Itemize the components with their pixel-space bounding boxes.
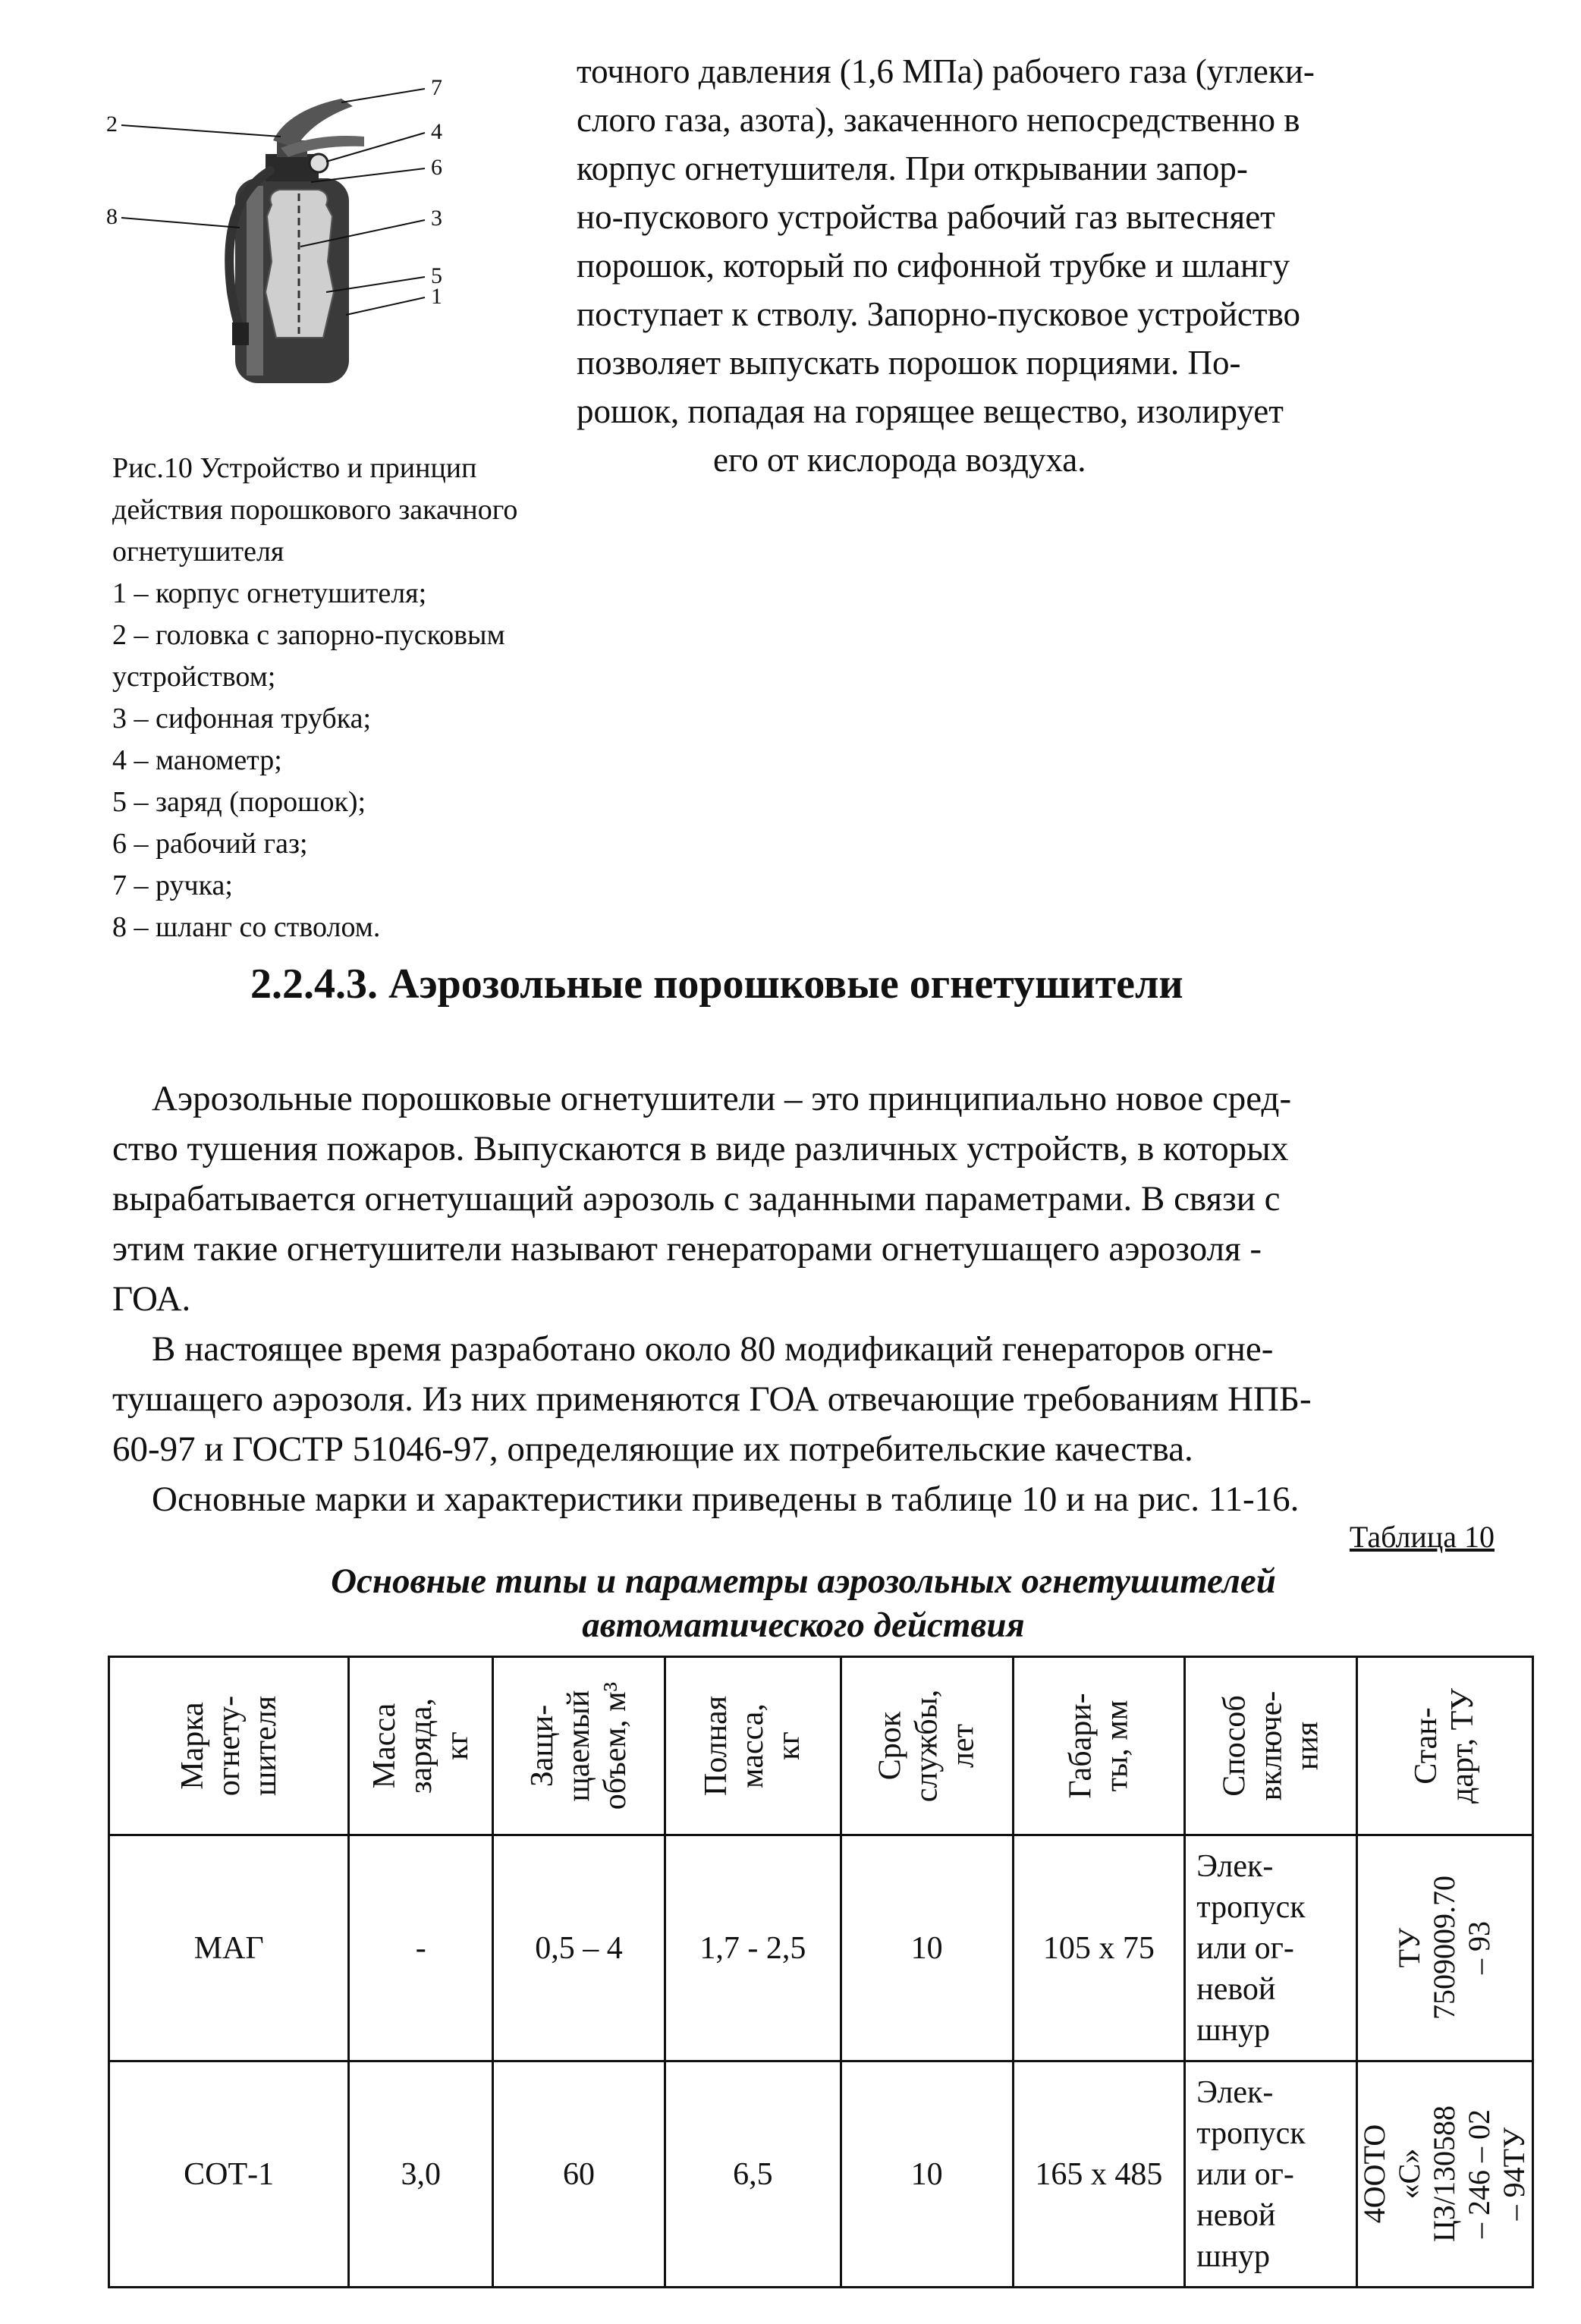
caption-item: 5 – заряд (порошок); [112,786,366,818]
caption-title-line: действия порошкового закачного [112,494,518,526]
caption-title-line: Рис.10 Устройство и принцип [112,452,477,484]
cell-volume: 60 [493,2061,665,2288]
table-title-line: Основные типы и параметры аэрозольных огнетушителей [331,1561,1276,1601]
paragraph-line: точного давления (1,6 МПа) рабочего газа (углеки- [577,52,1315,90]
paragraph-line: слого газа, азота), закаченного непосредственно в [577,101,1300,139]
figure-label-6: 6 [431,155,442,180]
header-charge-mass: Масса заряда, кг [349,1657,493,1835]
table-label: Таблица 10 [1349,1520,1495,1554]
table-row [109,1835,1533,2061]
caption-item: 6 – рабочий газ; [112,828,308,860]
header-brand: Марка огнету- шителя [109,1657,349,1835]
caption-item: 4 – манометр; [112,744,282,776]
paragraph-line: ство тушения пожаров. Выпускаются в виде различных устройств, в которых [112,1129,1289,1168]
figure-label-8: 8 [106,204,118,229]
header-activation: Способ включе- ния [1185,1657,1357,1835]
cell-standard: ТУ 7509009.70 – 93 [1356,1835,1532,2061]
paragraph-line: поступает к стволу. Запорно-пусковое устройство [577,295,1301,333]
paragraph-line: корпус огнетушителя. При открывании запор- [577,149,1248,187]
header-standard: Стан- дарт, ТУ [1356,1657,1532,1835]
figure-label-4: 4 [431,119,442,144]
table-row [109,2061,1533,2288]
paragraph-line: позволяет выпускать порошок порциями. По- [577,344,1241,382]
table-title-line: автоматического действия [582,1605,1025,1645]
cell-service-life: 10 [841,2061,1013,2288]
paragraph-line: тушащего аэрозоля. Из них применяются ГОА отвечающие требованиям НПБ- [112,1379,1312,1419]
cell-brand: МАГ [109,1835,349,2061]
cell-brand: СОТ-1 [109,2061,349,2288]
cell-service-life: 10 [841,1835,1013,2061]
caption-item: устройством; [112,661,276,693]
cell-activation: Элек- тропуск или ог- невой шнур [1185,2061,1357,2288]
caption-item: 1 – корпус огнетушителя; [112,577,427,609]
figure-label-5: 5 [431,263,442,288]
paragraph-line: рошок, попадая на горящее вещество, изолирует [577,392,1284,430]
cell-full-mass: 1,7 - 2,5 [665,1835,841,2061]
header-dimensions: Габари- ты, мм [1013,1657,1185,1835]
section-heading: 2.2.4.3. Аэрозольные порошковые огнетушители [250,961,1183,1008]
paragraph-line: вырабатывается огнетушащий аэрозоль с заданными параметрами. В связи с [112,1179,1281,1219]
paragraph-line: его от кислорода воздуха. [713,441,1086,479]
cell-activation: Элек- тропуск или ог- невой шнур [1185,1835,1357,2061]
table-title [112,1559,1495,1647]
fire-extinguisher-diagram [91,64,516,398]
pressure-gauge [310,154,328,172]
cell-dimensions: 165 х 485 [1013,2061,1185,2288]
figure-caption [112,448,636,948]
cell-full-mass: 6,5 [665,2061,841,2288]
table-header-row [109,1657,1533,1835]
paragraph-line: ГОА. [112,1279,191,1319]
paragraph-line: 60-97 и ГОСТР 51046-97, определяющие их потребительские качества. [112,1429,1193,1469]
caption-title-line: огнетушителя [112,536,284,568]
figure-label-2: 2 [106,112,118,137]
figure-label-1: 1 [431,284,442,309]
figure-description-paragraph [577,47,1495,484]
caption-item: 3 – сифонная трубка; [112,703,372,734]
paragraph-line: но-пускового устройства рабочий газ вытесняет [577,198,1275,236]
cell-charge-mass: - [349,1835,493,2061]
caption-item: 8 – шланг со стволом. [112,911,381,943]
header-volume: Защи- щаемый объем, м³ [493,1657,665,1835]
cell-standard: 4ООТО «С» ЦЗ/130588 – 246 – 02 – 94ТУ [1356,2061,1532,2288]
extinguisher-table [108,1656,1534,2288]
cell-dimensions: 105 х 75 [1013,1835,1185,2061]
figure-label-3: 3 [431,206,442,231]
cell-volume: 0,5 – 4 [493,1835,665,2061]
paragraph-line: Аэрозольные порошковые огнетушители – это принципиально новое сред- [152,1079,1292,1118]
paragraph-line: этим такие огнетушители называют генераторами огнетушащего аэрозоля - [112,1229,1262,1269]
caption-item: 7 – ручка; [112,870,233,901]
fire-extinguisher-figure [91,64,516,398]
body-text [112,1074,1495,1524]
caption-item: 2 – головка с запорно-пусковым [112,619,505,651]
header-service-life: Срок службы, лет [841,1657,1013,1835]
paragraph-line: В настоящее время разработано около 80 модификаций генераторов огне- [152,1329,1274,1369]
header-full-mass: Полная масса, кг [665,1657,841,1835]
paragraph-line: Основные марки и характеристики приведены в таблице 10 и на рис. 11-16. [152,1480,1300,1519]
cell-charge-mass: 3,0 [349,2061,493,2288]
figure-label-7: 7 [431,75,442,100]
paragraph-line: порошок, который по сифонной трубке и шлангу [577,247,1290,285]
